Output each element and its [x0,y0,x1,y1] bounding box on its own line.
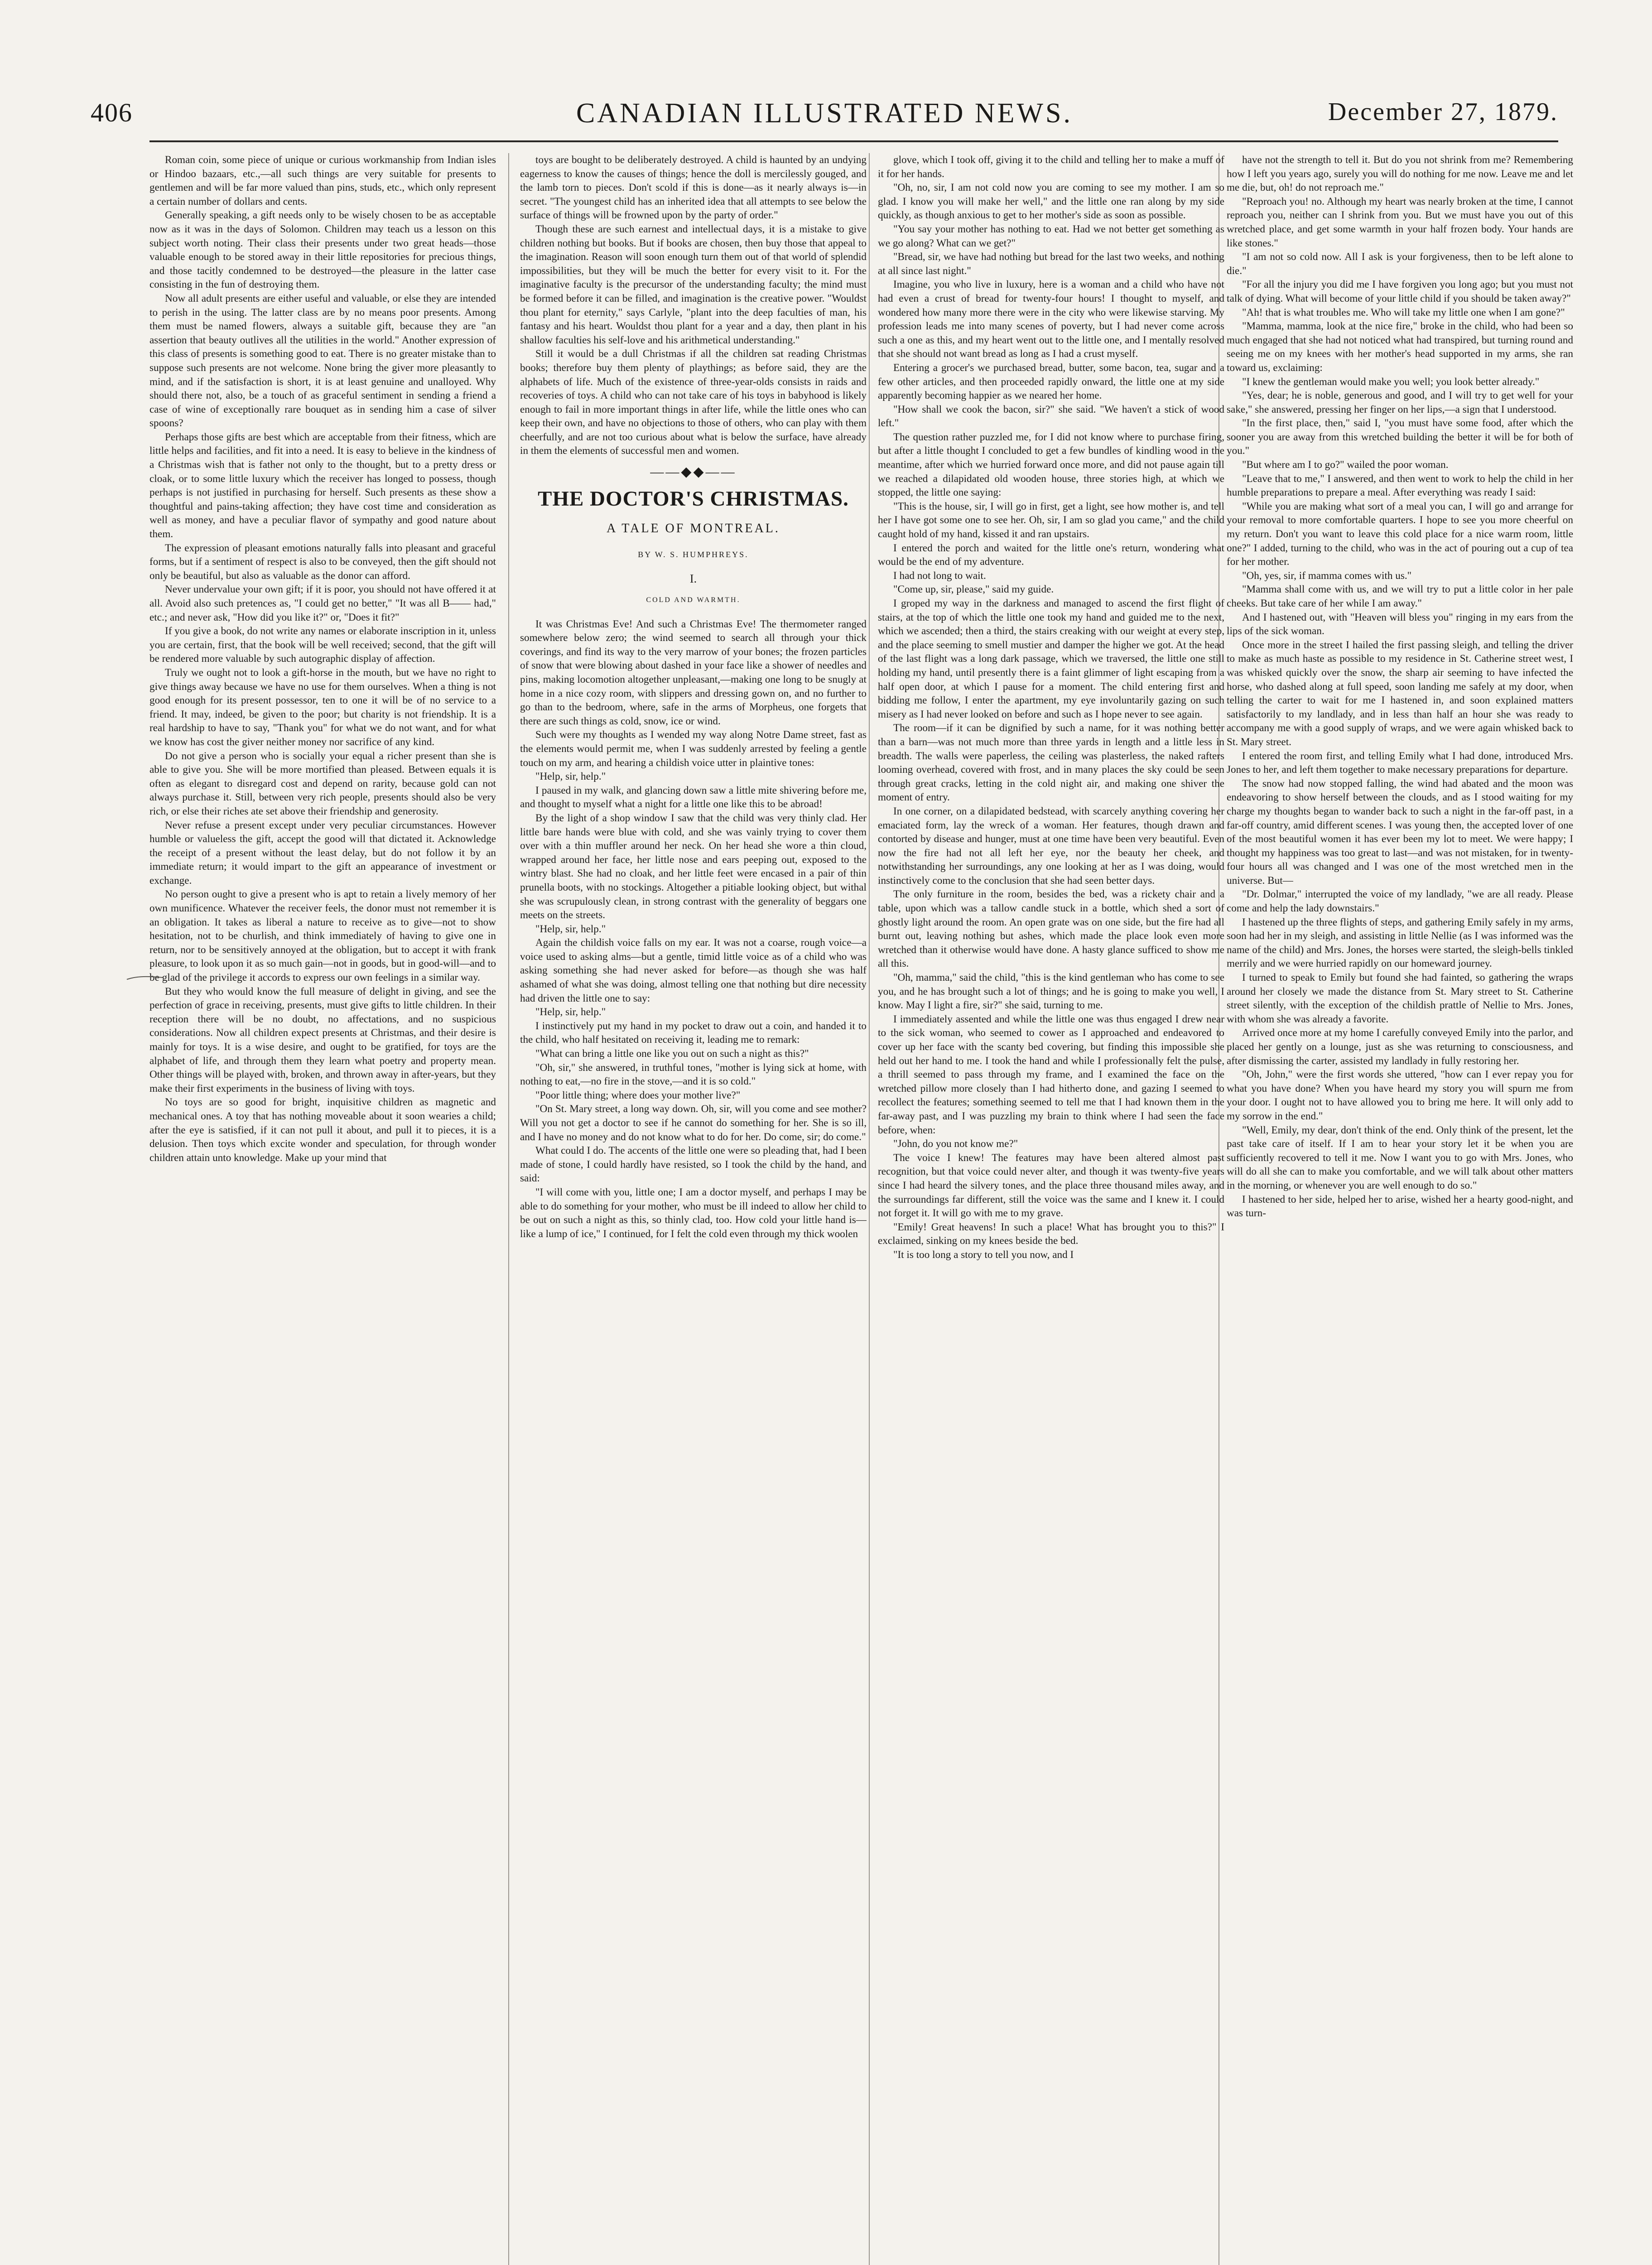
paragraph: I groped my way in the darkness and managed to ascend the first flight of stairs, at the top of which the little one took my hand and guided me to the next, which we ascended; then a third, the stairs creaking with our weight at every step, and the place seeming to smell mustier and damper the higher we got. At the head of the last flight was a long dark passage, which we traversed, the little one still holding my hand, until presently there is a faint glimmer of light escaping from a half open door, at which I pause for a moment. The child entering first and bidding me follow, I enter the apartment, my eye involuntarily gazing on such misery as I had never looked on before and such as I hope never to see again. [878,598,1224,720]
column-3 [878,153,1224,2265]
paragraph: I immediately assented and while the little one was thus engaged I drew near to the sick woman, who seemed to cower as I approached and endeavored to cover up her face with the scanty bed covering, but finding this impossible she held out her hand to me. I took the hand and while I professionally felt the pulse, a thrill seemed to pass through my frame, and I examined the face on the wretched pillow more closely than I had hitherto done, and gazing I seemed to recollect the features; something seemed to tell me that I had known them in the far-away past, and I was puzzling my brain to think where I had seen the face before, when: [878,1013,1224,1136]
paragraph: "It is too long a story to tell you now, and I [893,1248,1074,1261]
paragraph: "Emily! Great heavens! In such a place! What has brought you to this?" I exclaimed, sinking on my knees beside the bed. [878,1221,1224,1247]
paragraph: I turned to speak to Emily but found she had fainted, so gathering the wraps around her closely we made the distance from St. Mary street to St. Catherine street silently, with the exception of the childish prattle of Nellie to Mrs. Jones, with whom she was already a favorite. [1227,972,1573,1025]
paragraph: "Mamma shall come with us, and we will try to put a little color in her pale cheeks. But take care of her while I am away." [1227,583,1573,609]
paragraph: It was Christmas Eve! And such a Christmas Eve! The thermometer ranged somewhere below zero; the wind seemed to search all through your thick coverings, and find its way to the very marrow of your bones; the frozen particles of snow that were blowing about dashed in your face like a shower of needles and pins, making locomotion altogether unpleasant,—making one long to be snugly at home in a nice cozy room, with slippers and dressing gown on, and no further to go than to the bedroom, where, safe in the arms of Morpheus, one forgets that there are such things as cold, snow, ice or wind. [520,618,867,727]
paragraph: "While you are making what sort of a meal you can, I will go and arrange for your removal to more comfortable quarters. I hope to see you more cheerful on my return. Don't you want to leave this cold place for a nice warm room, little one?" I added, turning to the child, who was in the act of pouring out a cup of tea for her mother. [1227,500,1573,568]
paragraph: If you give a book, do not write any names or elaborate inscription in it, unless you are certain, first, that the book will be well received; second, that the gift will be rendered more valuable by such autographic display of affection. [149,625,496,665]
paragraph: "I am not so cold now. All I ask is your forgiveness, then to be left alone to die." [1227,251,1573,277]
paragraph: I had not long to wait. [893,569,986,582]
paragraph: "Leave that to me," I answered, and then went to work to help the child in her humble preparations to prepare a meal. After everything was ready I said: [1227,472,1573,499]
paragraph: I entered the porch and waited for the little one's return, wondering what would be the end of my adventure. [878,542,1224,568]
paragraph: "Bread, sir, we have had nothing but bread for the last two weeks, and nothing at all since last night." [878,251,1224,277]
story-title: THE DOCTOR'S CHRISTMAS. [538,487,849,511]
paragraph: Imagine, you who live in luxury, here is a woman and a child who have not had even a crust of bread for twenty-four hours! I thought to myself, and wondered how many more there were in the city who were likewise starving. My profession leads me into many scenes of poverty, but I had never come across such a one as this, and my heart went out to the little one, and I mentally resolved that she should not want bread as long as I had a crust myself. [878,279,1224,360]
paragraph: "How shall we cook the bacon, sir?" she said. "We haven't a stick of wood left." [878,403,1224,429]
paragraph: By the light of a shop window I saw that the child was very thinly clad. Her little bare hands were blue with cold, and she was vainly trying to cover them over with a thin muffler around her neck. On her head she wore a thin cloud, wrapped around her face, her little nose and ears peeping out, exposed to the wintry blast. She had no cloak, and her little feet were encased in a pair of thin prunella boots, with no stockings. Altogether a pitiable looking object, but withal she was scrupulously clean, in strong contrast with the generality of beggars one meets on the streets. [520,812,867,921]
paragraph: The only furniture in the room, besides the bed, was a rickety chair and a table, upon which was a tallow candle stuck in a bottle, which shed a sort of ghostly light around the room. An open grate was on one side, but the fire had all burnt out, leaving nothing but ashes, which made the place look even more wretched than it otherwise would have done. A hasty glance sufficed to show me all this. [878,888,1224,970]
paragraph: "What can bring a little one like you out on such a night as this?" [535,1048,809,1060]
column-2 [520,153,867,2265]
paragraph: "John, do you not know me?" [893,1138,1018,1150]
paragraph: "Help, sir, help." [535,1006,606,1018]
paragraph: "You say your mother has nothing to eat. Had we not better get something as we go along? What can we get?" [878,223,1224,249]
paragraph: Do not give a person who is socially your equal a richer present than she is able to give you. She will be more mortified than pleased. Between equals it is often as elegant to disregard cost and depend on rarity, because gold can not always purchase it. Still, between very rich people, presents should also be very rich, or else their riches ate set above their friendship and generosity. [149,750,496,817]
paragraph: "Ah! that is what troubles me. Who will take my little one when I am gone?" [1242,306,1565,318]
paragraph: The question rather puzzled me, for I did not know where to purchase firing, but after a little thought I concluded to get a few bundles of kindling wood in the meantime, after which we hurried forward once more, and did not pause again till we reached a dilapidated old wooden house, three stories high, at which we stopped, the little one saying: [878,431,1224,499]
paragraph: I instinctively put my hand in my pocket to draw out a coin, and handed it to the child, who half hesitated on receiving it, leading me to remark: [520,1020,867,1046]
paragraph: The expression of pleasant emotions naturally falls into pleasant and graceful forms, but if a sentiment of respect is also to be conveyed, then the gift should not only be beautiful, but also as valuable as the donor can afford. [149,542,496,582]
paragraph: Now all adult presents are either useful and valuable, or else they are intended to perish in the using. The latter class are by no means poor presents. Among them must be named flowers, always a suitable gift, because they are "an assertion that beauty outlives all the utilities in the world." Another expression of this class of presents is something good to eat. There is no greater mistake than to suppose such presents are not welcome. None bring the giver more pleasantly to mind, and if the satisfaction is short, it is at least genuine and unalloyed. Why should there not, also, be a touch of as graceful sentiment in sending a friend a case of wine of exceptionally rare bouquet as in sending him a case of silver spoons? [149,292,496,429]
paragraph: And I hastened out, with "Heaven will bless you" ringing in my ears from the lips of the sick woman. [1227,611,1573,637]
page-header [91,97,1558,140]
paragraph: "Poor little thing; where does your mother live?" [535,1089,741,1101]
paragraph: No person ought to give a present who is apt to retain a lively memory of her own munificence. Whatever the receiver feels, the donor must not remember it is an obligation. It takes as liberal a nature to receive as to give—not to show hesitation, not to be churlish, and think immediately of having to give one in return, nor to be sensitively annoyed at the obligation, but to accept it with frank pleasure, to look upon it as so much gain—not in goods, but in good-will—and to be glad of the privilege it accords to express our own feelings in a similar way. [149,888,496,984]
paragraph: Once more in the street I hailed the first passing sleigh, and telling the driver to make as much haste as possible to my residence in St. Catherine street west, I was whisked quickly over the snow, the sharp air seeming to have infected the horse, who dashed along at full speed, soon landing me safely at my door, when telling the carter to wait for me I hastened in, and soon explained matters satisfactorily to my landlady, and in less than half an hour she was ready to accompany me with a good supply of wraps, and we were again whisked back to St. Mary street. [1227,639,1573,748]
paragraph: "Help, sir, help." [535,923,606,935]
column-2-story [520,617,867,1241]
page-number: 406 [91,98,133,127]
paragraph: I entered the room first, and telling Emily what I had done, introduced Mrs. Jones to her, and left them together to make necessary preparations for departure. [1227,750,1573,776]
paragraph: But they who would know the full measure of delight in giving, and see the perfection of grace in receiving, presents, must give gifts to little children. In their reception there will be no doubt, no affectations, and no suspicious considerations. Now all children expect presents at Christmas, and their desire is mainly for toys. It is a wise desire, and ought to be gratified, for toys are the alphabet of life, and through them they learn what poetry and property mean. Other things will be played with, broken, and thrown away in after-years, but they make their first experiments in the business of living with toys. [149,985,496,1094]
paragraph: Never undervalue your own gift; if it is poor, you should not have offered it at all. Avoid also such pretences as, "I could get no better," "It was all B—— had," etc.; and never ask, "How did you like it?" or, "Does it fit?" [149,583,496,623]
paragraph: "In the first place, then," said I, "you must have some food, after which the sooner you are away from this wretched building the better it will be for both of you." [1227,417,1573,457]
masthead-title: CANADIAN ILLUSTRATED NEWS. [576,98,1073,129]
paragraph: "But where am I to go?" wailed the poor woman. [1242,459,1449,471]
story-subtitle: A TALE OF MONTREAL. [607,521,780,536]
paragraph: I hastened up the three flights of steps, and gathering Emily safely in my arms, soon had her in my sleigh, and assisting in little Nellie (as I was informed was the name of the child) and Mrs. Jones, the horses were started, the sleigh-bells tinkled merrily and we were hurried rapidly on our homeward journey. [1227,916,1573,970]
paragraph: toys are bought to be deliberately destroyed. A child is haunted by an undying eagerness to know the causes of things; hence the doll is mercilessly gouged, and the lamb torn to pieces. Don't scold if this is done—as it nearly always is—in secret. "The youngest child has an inherited idea that all attempts to see below the surface of things will be frowned upon by the party of order." [520,154,867,222]
story-byline: BY W. S. HUMPHREYS. [638,549,749,559]
paragraph: "This is the house, sir, I will go in first, get a light, see how mother is, and tell her I have got some one to see her. Oh, sir, I am so glad you came," and the child caught hold of my hand, kissed it and ran upstairs. [878,500,1224,540]
paragraph: glove, which I took off, giving it to the child and telling her to make a muff of it for her hands. [878,154,1224,180]
paragraph: "Oh, sir," she answered, in truthful tones, "mother is lying sick at home, with nothing to eat,—no fire in the stove,—and it is so cold." [520,1061,867,1088]
paragraph: "Oh, no, sir, I am not cold now you are coming to see my mother. I am so glad. I know you will make her well," and the little one ran along by my side quickly, as though anxious to get to her mother's side as soon as possible. [878,182,1224,222]
paragraph: The voice I knew! The features may have been altered almost past recognition, but that voice could never alter, and though it was twenty-five years since I had heard the silvery tones, and the place three thousand miles away, and the surroundings far different, still the voice was the same and I knew it. I could not forget it. It will go with me to my grave. [878,1152,1224,1219]
chapter-title: COLD AND WARMTH. [646,596,741,604]
paragraph: "Oh, John," were the first words she uttered, "how can I ever repay you for what you have done? When you have heard my story you will spurn me from your door. I ought not to have allowed you to bring me here. It will only add to my sorrow in the end." [1227,1069,1573,1122]
paragraph: "Well, Emily, my dear, don't think of the end. Only think of the present, let the past take care of itself. If I am to hear your story let it be when you are sufficiently recovered to tell it me. Now I want you to go with Mrs. Jones, who will do all she can to make you comfortable, and we will talk about other matters in the morning, or whenever you are well enough to do so." [1227,1124,1573,1191]
paragraph: "Yes, dear; he is noble, generous and good, and I will try to get well for your sake," she answered, pressing her finger on her lips,—a sign that I understood. [1227,390,1573,415]
paragraph: Arrived once more at my home I carefully conveyed Emily into the parlor, and placed her gently on a lounge, just as she was returning to consciousness, and after dismissing the carter, assisted my landlady in fully restoring her. [1227,1027,1573,1067]
paragraph: "I knew the gentleman would make you well; you look better already." [1242,376,1540,388]
paragraph: Still it would be a dull Christmas if all the children sat reading Christmas books; therefore buy them plenty of playthings; as before said, they are the alphabets of life. Much of the existence of three-year-olds consists in raids and recoveries of toys. A child who can not take care of his toys in babyhood is likely enough to fail in more important things in after life, while the little ones who can keep their own, and have no objections to those of others, who can play with them cheerfully, and are not too curious about what is below the surface, have already in them the elements of successful men and women. [520,348,867,457]
paragraph: have not the strength to tell it. But do you not shrink from me? Remembering how I left you years ago, surely you will do nothing for me now. Leave me and let me die, but, oh! do not reproach me." [1227,154,1573,194]
paragraph: "Oh, mamma," said the child, "this is the kind gentleman who has come to see you, and he has brought such a lot of things; and he is going to make you well, I know. May I light a fire, sir?" she said, turning to me. [878,972,1224,1012]
paragraph: I hastened to her side, helped her to arise, wished her a hearty good-night, and was turn- [1227,1193,1573,1219]
paragraph: No toys are so good for bright, inquisitive children as magnetic and mechanical ones. A toy that has nothing moveable about it soon wearies a child; after the eye is satisfied, if it can not pull it about, and pull it to pieces, it is a delusion. Then toys which excite wonder and speculation, for through wonder children attain unto knowledge. Make up your mind that [149,1096,496,1164]
column-2-top [520,153,867,458]
paragraph: The room—if it can be dignified by such a name, for it was nothing better than a barn—was not much more than three yards in length and a little less in breadth. The walls were paperless, the ceiling was plasterless, the naked rafters looming overhead, covered with frost, and in many places the sky could be seen through great cracks, letting in the cold night air, and making one shiver the moment of entry. [878,722,1224,804]
paragraph: "Dr. Dolmar," interrupted the voice of my landlady, "we are all ready. Please come and help the lady downstairs." [1227,888,1573,915]
paragraph: "On St. Mary street, a long way down. Oh, sir, will you come and see mother? Will you not get a doctor to see if he cannot do something for her. She is so ill, and I have no money and do not know what to do for her. Do come, sir; do come." [520,1103,867,1143]
paragraph: "Reproach you! no. Although my heart was nearly broken at the time, I cannot reproach you, neither can I shrink from you. But we must have you out of this wretched place, and get some warmth in your half frozen body. Your hands are like stones." [1227,195,1573,249]
column-1 [149,153,496,2265]
paragraph: The snow had now stopped falling, the wind had abated and the moon was endeavoring to show herself between the clouds, and as I stood waiting for my charge my thoughts began to wander back to such a night in the far-off past, in a far-off country, amid different scenes. I was young then, the accepted lover of one of the most beautiful women it has ever been my lot to meet. We were happy; I thought my happiness was too great to last—and was not mistaken, for in twenty-four hours all was changed and I was one of the most wretched men in the universe. But— [1227,777,1573,887]
paragraph: "Mamma, mamma, look at the nice fire," broke in the child, who had been so much engaged that she had not noticed what had transpired, but turning round and seeing me on my knees with her mother's head supported in my arms, she ran toward us, exclaiming: [1227,320,1573,374]
paragraph: Roman coin, some piece of unique or curious workmanship from Indian isles or Hindoo bazaars, etc.,—all such things are very suitable for presents to gentlemen and will be far more valued than pins, studs, etc., which only represent a certain number of dollars and cents. [149,154,496,207]
paragraph: Entering a grocer's we purchased bread, butter, some bacon, tea, sugar and a few other articles, and then proceeded rapidly onward, the little one at my side apparently becoming happier as we neared her home. [878,361,1224,402]
paragraph: Generally speaking, a gift needs only to be wisely chosen to be as acceptable now as it was in the days of Solomon. Children may teach us a lesson on this subject worth noting. Their class their presents under two great heads—those valuable enough to be stored away in their little repositories for precious things, and those tacitly condemned to be destroyed—the pleasure in the latter case consisting in the fun of destroying them. [149,209,496,291]
paragraph: Truly we ought not to look a gift-horse in the mouth, but we have no right to give things away because we have no use for them ourselves. When a thing is not good enough for its present possessor, ten to one it will be of no service to a friend. It may, indeed, be given to the poor; but charity is not friendship. It is a real hardship to have to say, "Thank you" for what we do not want, and for what we know has cost the giver neither money nor sacrifice of any kind. [149,666,496,748]
paragraph: Again the childish voice falls on my ear. It was not a coarse, rough voice—a voice used to asking alms—but a gentle, timid little voice as of a child who was asking something she had never asked for before—as though she was half ashamed of what she was doing, almost telling one that nothing but dire necessity had driven the little one to say: [520,937,867,1004]
paragraph: "Oh, yes, sir, if mamma comes with us." [1242,569,1412,582]
chapter-number: I. [689,572,697,586]
paragraph: "I will come with you, little one; I am a doctor myself, and perhaps I may be able to do something for your mother, who must be ill indeed to allow her child to be out on such a night as this, so thinly clad, too. How cold your little hand is—like a lump of ice," I continued, for I felt the cold even through my thick woolen [520,1186,867,1240]
paragraph: What could I do. The accents of the little one were so pleading that, had I been made of stone, I could hardly have resisted, so I took the child by the hand, and said: [520,1145,867,1185]
header-rule [149,140,1558,142]
margin-mark [126,974,164,983]
story-ornament: ——◆◆—— [650,464,737,480]
issue-date: December 27, 1879. [1328,98,1558,126]
paragraph: "For all the injury you did me I have forgiven you long ago; but you must not talk of dying. What will become of your little child if you should be taken away?" [1227,279,1573,304]
paragraph: In one corner, on a dilapidated bedstead, with scarcely anything covering her emaciated form, lay the wreck of a woman. Her features, though drawn and contorted by disease and hunger, must at one time have been very beautiful. Even now the fire had not all left her eye, nor the beauty her cheek, and notwithstanding her surroundings, any one looking at her as I was doing, would instinctively come to the conclusion that she had seen better days. [878,805,1224,887]
paragraph: "Come up, sir, please," said my guide. [893,583,1054,596]
paragraph: I paused in my walk, and glancing down saw a little mite shivering before me, and thought to myself what a night for a little one like this to be abroad! [520,784,867,810]
paragraph: Though these are such earnest and intellectual days, it is a mistake to give children nothing but books. But if books are chosen, then buy those that appeal to the imagination. Reason will soon enough turn them out of that world of splendid impossibilities, but they will be much the better for every visit to it. For the imaginative faculty is the precursor of the understanding faculty; the mind must be formed before it can be filled, and imagination is the creative power. "Wouldst thou plant for eternity," says Carlyle, "plant into the deep faculties of man, his fantasy and his heart. Wouldst thou plant for a year and a day, then plant in his shallow faculties his self-love and his arithmetical understanding." [520,223,867,346]
column-divider [869,153,870,2265]
column-divider [508,153,509,2265]
paragraph: Never refuse a present except under very peculiar circumstances. However humble or valueless the gift, accept the good will that dictated it. Acknowledge the receipt of a present without the least delay, but do not follow it by an immediate return; it would impart to the gift an appearance of investment or exchange. [149,819,496,887]
paragraph: Such were my thoughts as I wended my way along Notre Dame street, fast as the elements would permit me, when I was suddenly arrested by feeling a gentle touch on my arm, and hearing a childish voice utter in plaintive tones: [520,729,867,769]
paragraph: "Help, sir, help." [535,771,606,783]
column-4 [1227,153,1573,2265]
paragraph: Perhaps those gifts are best which are acceptable from their fitness, which are little helps and facilities, and fit into a need. It is easy to believe in the kindness of a Christmas wish that is father not only to the thought, but to a pretty dress or cloak, or to some little luxury which the receiver has longed to possess, though perhaps is not justified in purchasing for herself. Such presents as these show a thoughtful and pains-taking affection; they have cost time and consideration as well as money, and have a peculiar flavor of sympathy and good nature about them. [149,431,496,540]
